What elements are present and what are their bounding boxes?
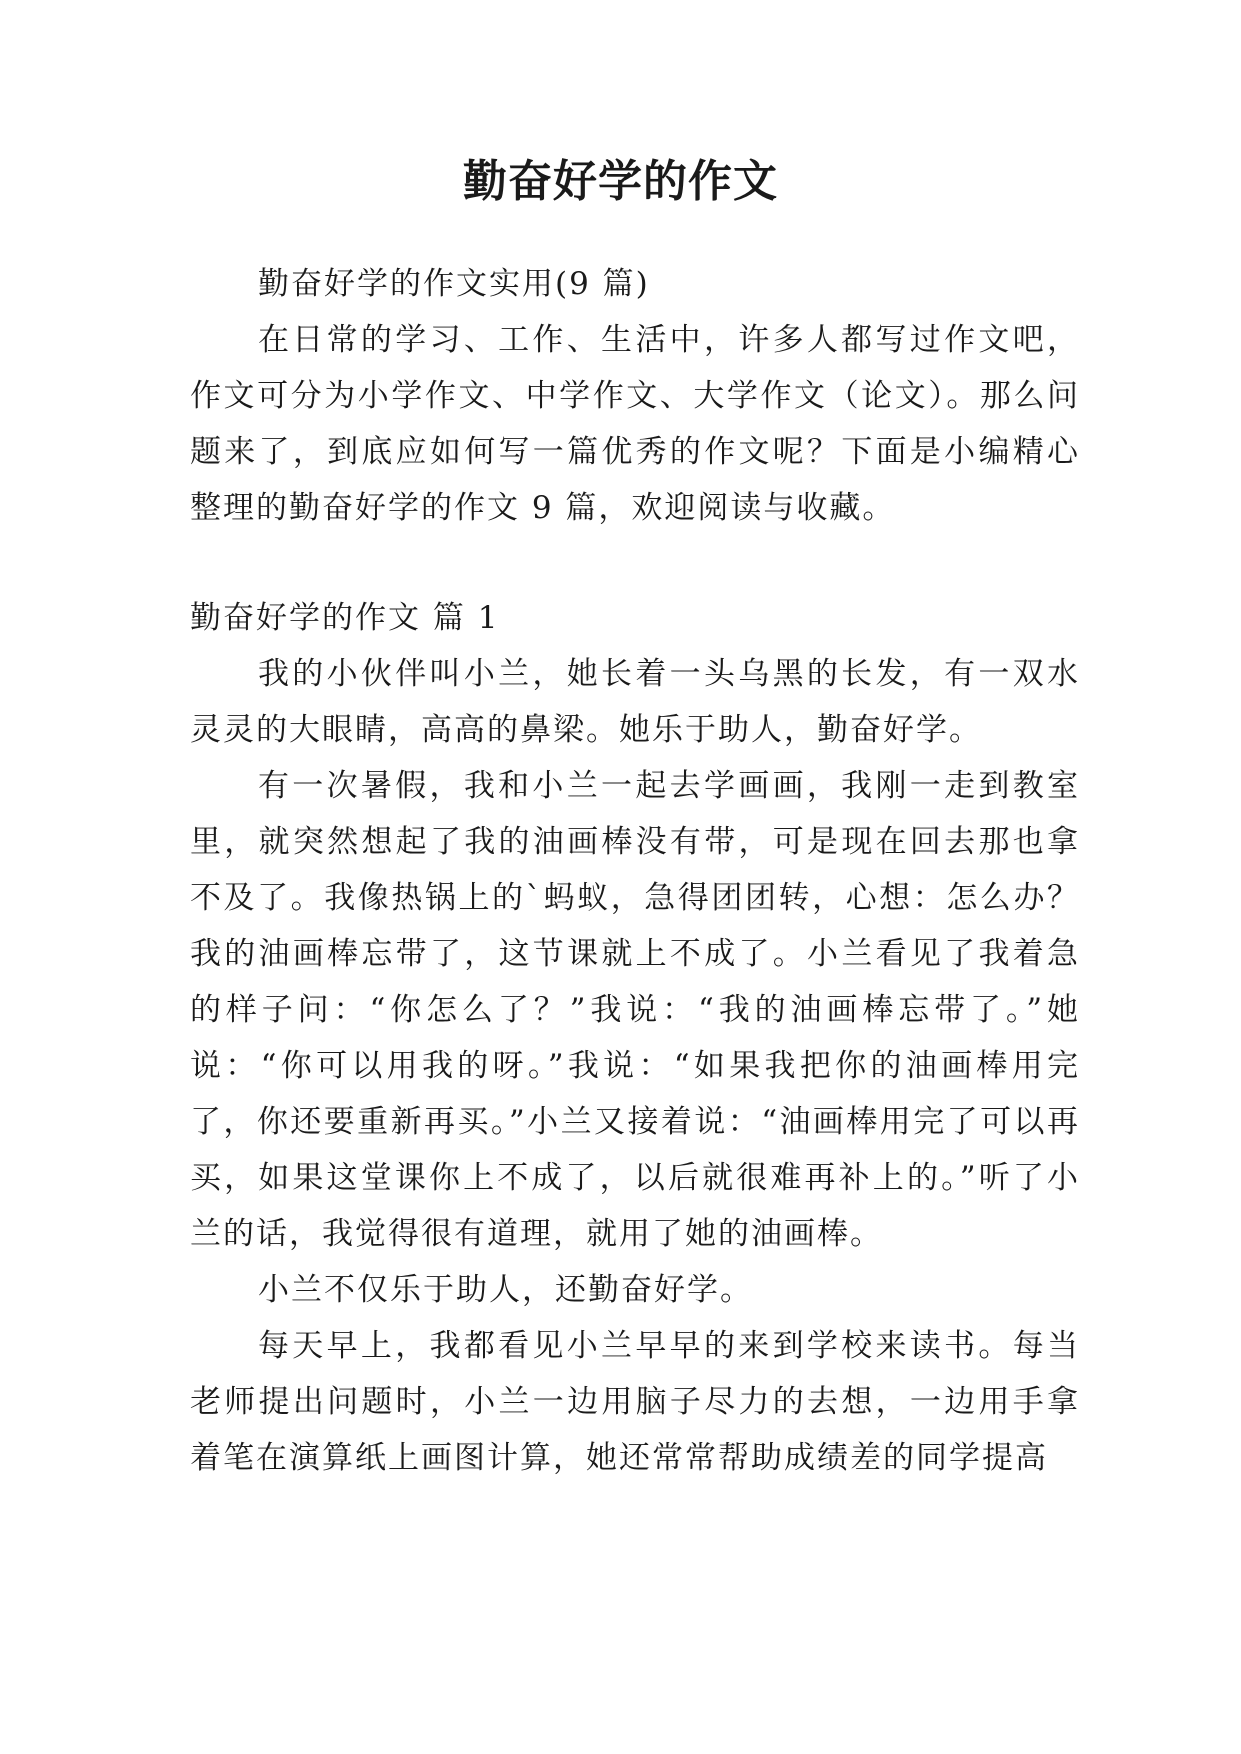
section-heading: 勤奋好学的作文 篇 1 [190,600,500,636]
body-paragraph-3: 小兰不仅乐于助人，还勤奋好学。 [258,1272,753,1308]
section-spacer [190,536,1080,590]
document-body [190,256,1080,1486]
subtitle-paragraph: 勤奋好学的作文实用(9 篇) [258,266,650,302]
body-paragraph-4: 每天早上，我都看见小兰早早的来到学校来读书。每当老师提出问题时，小兰一边用脑子尽力的去想，一边用手拿着笔在演算纸上画图计算，她还常常帮助成绩差的同学提高 [190,1328,1080,1476]
body-paragraph-2: 有一次暑假，我和小兰一起去学画画，我刚一走到教室里，就突然想起了我的油画棒没有带，可是现在回去那也拿不及了。我像热锅上的`蚂蚁，急得团团转，心想：怎么办？我的油画棒忘带了，这节课就上不成了。小兰看见了我着急的样子问：“你怎么了？”我说：“我的油画棒忘带了。”她说：“你可以用我的呀。”我说：“如果我把你的油画棒用完了，你还要重新再买。”小兰又接着说：“油画棒用完了可以再买，如果这堂课你上不成了，以后就很难再补上的。”听了小兰的话，我觉得很有道理，就用了她的油画棒。 [190,768,1080,1252]
document-title: 勤奋好学的作文 [463,156,778,207]
body-paragraph-1: 我的小伙伴叫小兰，她长着一头乌黑的长发，有一双水灵灵的大眼睛，高高的鼻梁。她乐于助人，勤奋好学。 [190,656,1080,748]
intro-paragraph: 在日常的学习、工作、生活中，许多人都写过作文吧，作文可分为小学作文、中学作文、大学作文（论文）。那么问题来了，到底应如何写一篇优秀的作文呢？下面是小编精心整理的勤奋好学的作文 9 篇，欢迎阅读与收藏。 [190,322,1080,526]
